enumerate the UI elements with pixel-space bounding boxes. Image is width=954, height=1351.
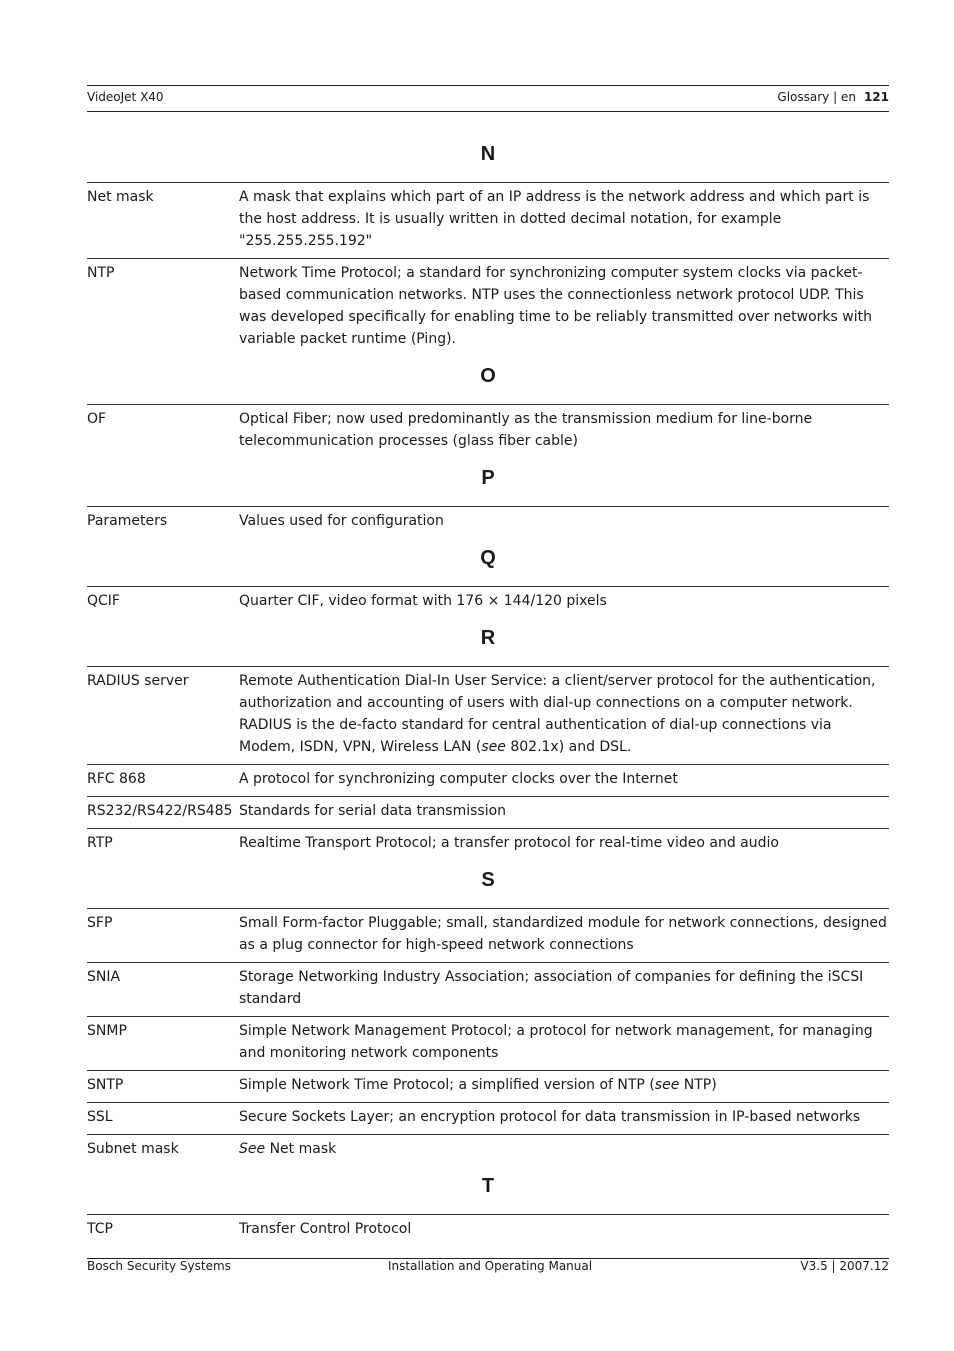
glossary-term-list [87, 1214, 889, 1246]
glossary-definition: Network Time Protocol; a standard for synchronizing computer system clocks via packet-based communication networks. NTP uses the connectionless network protocol UDP. This was developed specifically for enabling time to be reliably transmitted over networks with variable packet runtime (Ping). [239, 265, 872, 347]
glossary-term: OF [87, 411, 107, 427]
definition-italic-text: see [654, 1077, 680, 1093]
section-letter-heading: R [480, 627, 496, 649]
glossary-definition [239, 1074, 889, 1096]
definition-text: Remote Authentication Dial-In User Service: a client/server protocol for the authentication, authorization and accounting of users with dial-up connections on a computer network. RADIUS is the de-facto standard for central authentication of dial-up connections via Modem, ISDN, VPN, Wireless LAN ( [239, 673, 876, 755]
glossary-term: RTP [87, 835, 113, 851]
glossary-term: Subnet mask [87, 1141, 179, 1157]
glossary-definition: Small Form-factor Pluggable; small, standardized module for network connections, designed as a plug connector for high-speed network connections [239, 915, 887, 953]
glossary-entry [87, 909, 889, 963]
glossary-definition: Standards for serial data transmission [239, 803, 507, 819]
page-footer [87, 1258, 889, 1279]
glossary-entry [87, 963, 889, 1017]
glossary-entry [87, 507, 889, 538]
glossary-entry [87, 183, 889, 259]
definition-italic-text: see [481, 739, 506, 755]
glossary-entry [87, 829, 889, 860]
glossary-entry [87, 667, 889, 765]
glossary-term: RADIUS server [87, 673, 189, 689]
glossary-definition [239, 670, 889, 758]
glossary-term: SNMP [87, 1023, 127, 1039]
glossary-term: Parameters [87, 513, 168, 529]
glossary-entry [87, 587, 889, 618]
glossary-definition: Storage Networking Industry Association; association of companies for defining the iSCSI standard [239, 969, 864, 1007]
page-header [87, 85, 889, 112]
section-letter-heading: N [480, 143, 496, 165]
section-letter-heading: P [481, 467, 495, 489]
glossary-content [87, 134, 889, 1246]
header-product-name: VideoJet X40 [87, 90, 164, 104]
glossary-entry [87, 1017, 889, 1071]
glossary-term: Net mask [87, 189, 154, 205]
definition-text: Net mask [265, 1141, 337, 1157]
glossary-term: RS232/RS422/RS485 [87, 803, 233, 819]
footer-company: Bosch Security Systems [87, 1259, 231, 1273]
glossary-entry [87, 765, 889, 797]
glossary-term-list [87, 506, 889, 538]
glossary-definition [239, 1138, 889, 1160]
footer-version: V3.5 | 2007.12 [800, 1259, 889, 1273]
glossary-term: SNTP [87, 1077, 124, 1093]
section-letter-heading: O [480, 365, 496, 387]
glossary-definition: Transfer Control Protocol [239, 1221, 412, 1237]
glossary-definition: Realtime Transport Protocol; a transfer protocol for real-time video and audio [239, 835, 779, 851]
glossary-definition: A mask that explains which part of an IP address is the network address and which part is the host address. It is usually written in dotted decimal notation, for example "255.255.255.192" [239, 189, 870, 249]
glossary-entry [87, 1071, 889, 1103]
glossary-definition: Simple Network Management Protocol; a protocol for network management, for managing and monitoring network components [239, 1023, 873, 1061]
glossary-term: NTP [87, 265, 115, 281]
glossary-term: QCIF [87, 593, 120, 609]
definition-text: NTP) [679, 1077, 717, 1093]
glossary-term-list [87, 404, 889, 458]
glossary-term-list [87, 908, 889, 1166]
glossary-entry [87, 1215, 889, 1246]
glossary-entry [87, 259, 889, 356]
glossary-term-list [87, 182, 889, 356]
definition-text: Simple Network Time Protocol; a simplified version of NTP ( [239, 1077, 655, 1093]
glossary-entry [87, 405, 889, 458]
section-letter-heading: T [481, 1175, 495, 1197]
glossary-definition: Values used for configuration [239, 513, 444, 529]
header-right [777, 90, 889, 104]
glossary-term: SNIA [87, 969, 121, 985]
header-section-label: Glossary | en [777, 90, 856, 104]
glossary-definition: Optical Fiber; now used predominantly as the transmission medium for line-borne telecommunication processes (glass fiber cable) [239, 411, 813, 449]
glossary-definition: Secure Sockets Layer; an encryption protocol for data transmission in IP-based networks [239, 1109, 861, 1125]
definition-text: 802.1x) and DSL. [505, 739, 632, 755]
glossary-term-list [87, 666, 889, 860]
glossary-definition: Quarter CIF, video format with 176 × 144/120 pixels [239, 593, 607, 609]
glossary-entry [87, 1135, 889, 1166]
glossary-term: SFP [87, 915, 113, 931]
section-letter-heading: Q [480, 547, 496, 569]
glossary-term: RFC 868 [87, 771, 146, 787]
glossary-entry [87, 1103, 889, 1135]
glossary-definition: A protocol for synchronizing computer clocks over the Internet [239, 771, 678, 787]
glossary-term: SSL [87, 1109, 113, 1125]
glossary-term-list [87, 586, 889, 618]
page-number: 121 [863, 90, 889, 104]
glossary-term: TCP [87, 1221, 113, 1237]
glossary-entry [87, 797, 889, 829]
section-letter-heading: S [481, 869, 495, 891]
definition-italic-text: See [239, 1141, 266, 1157]
footer-document-title: Installation and Operating Manual [388, 1259, 593, 1273]
